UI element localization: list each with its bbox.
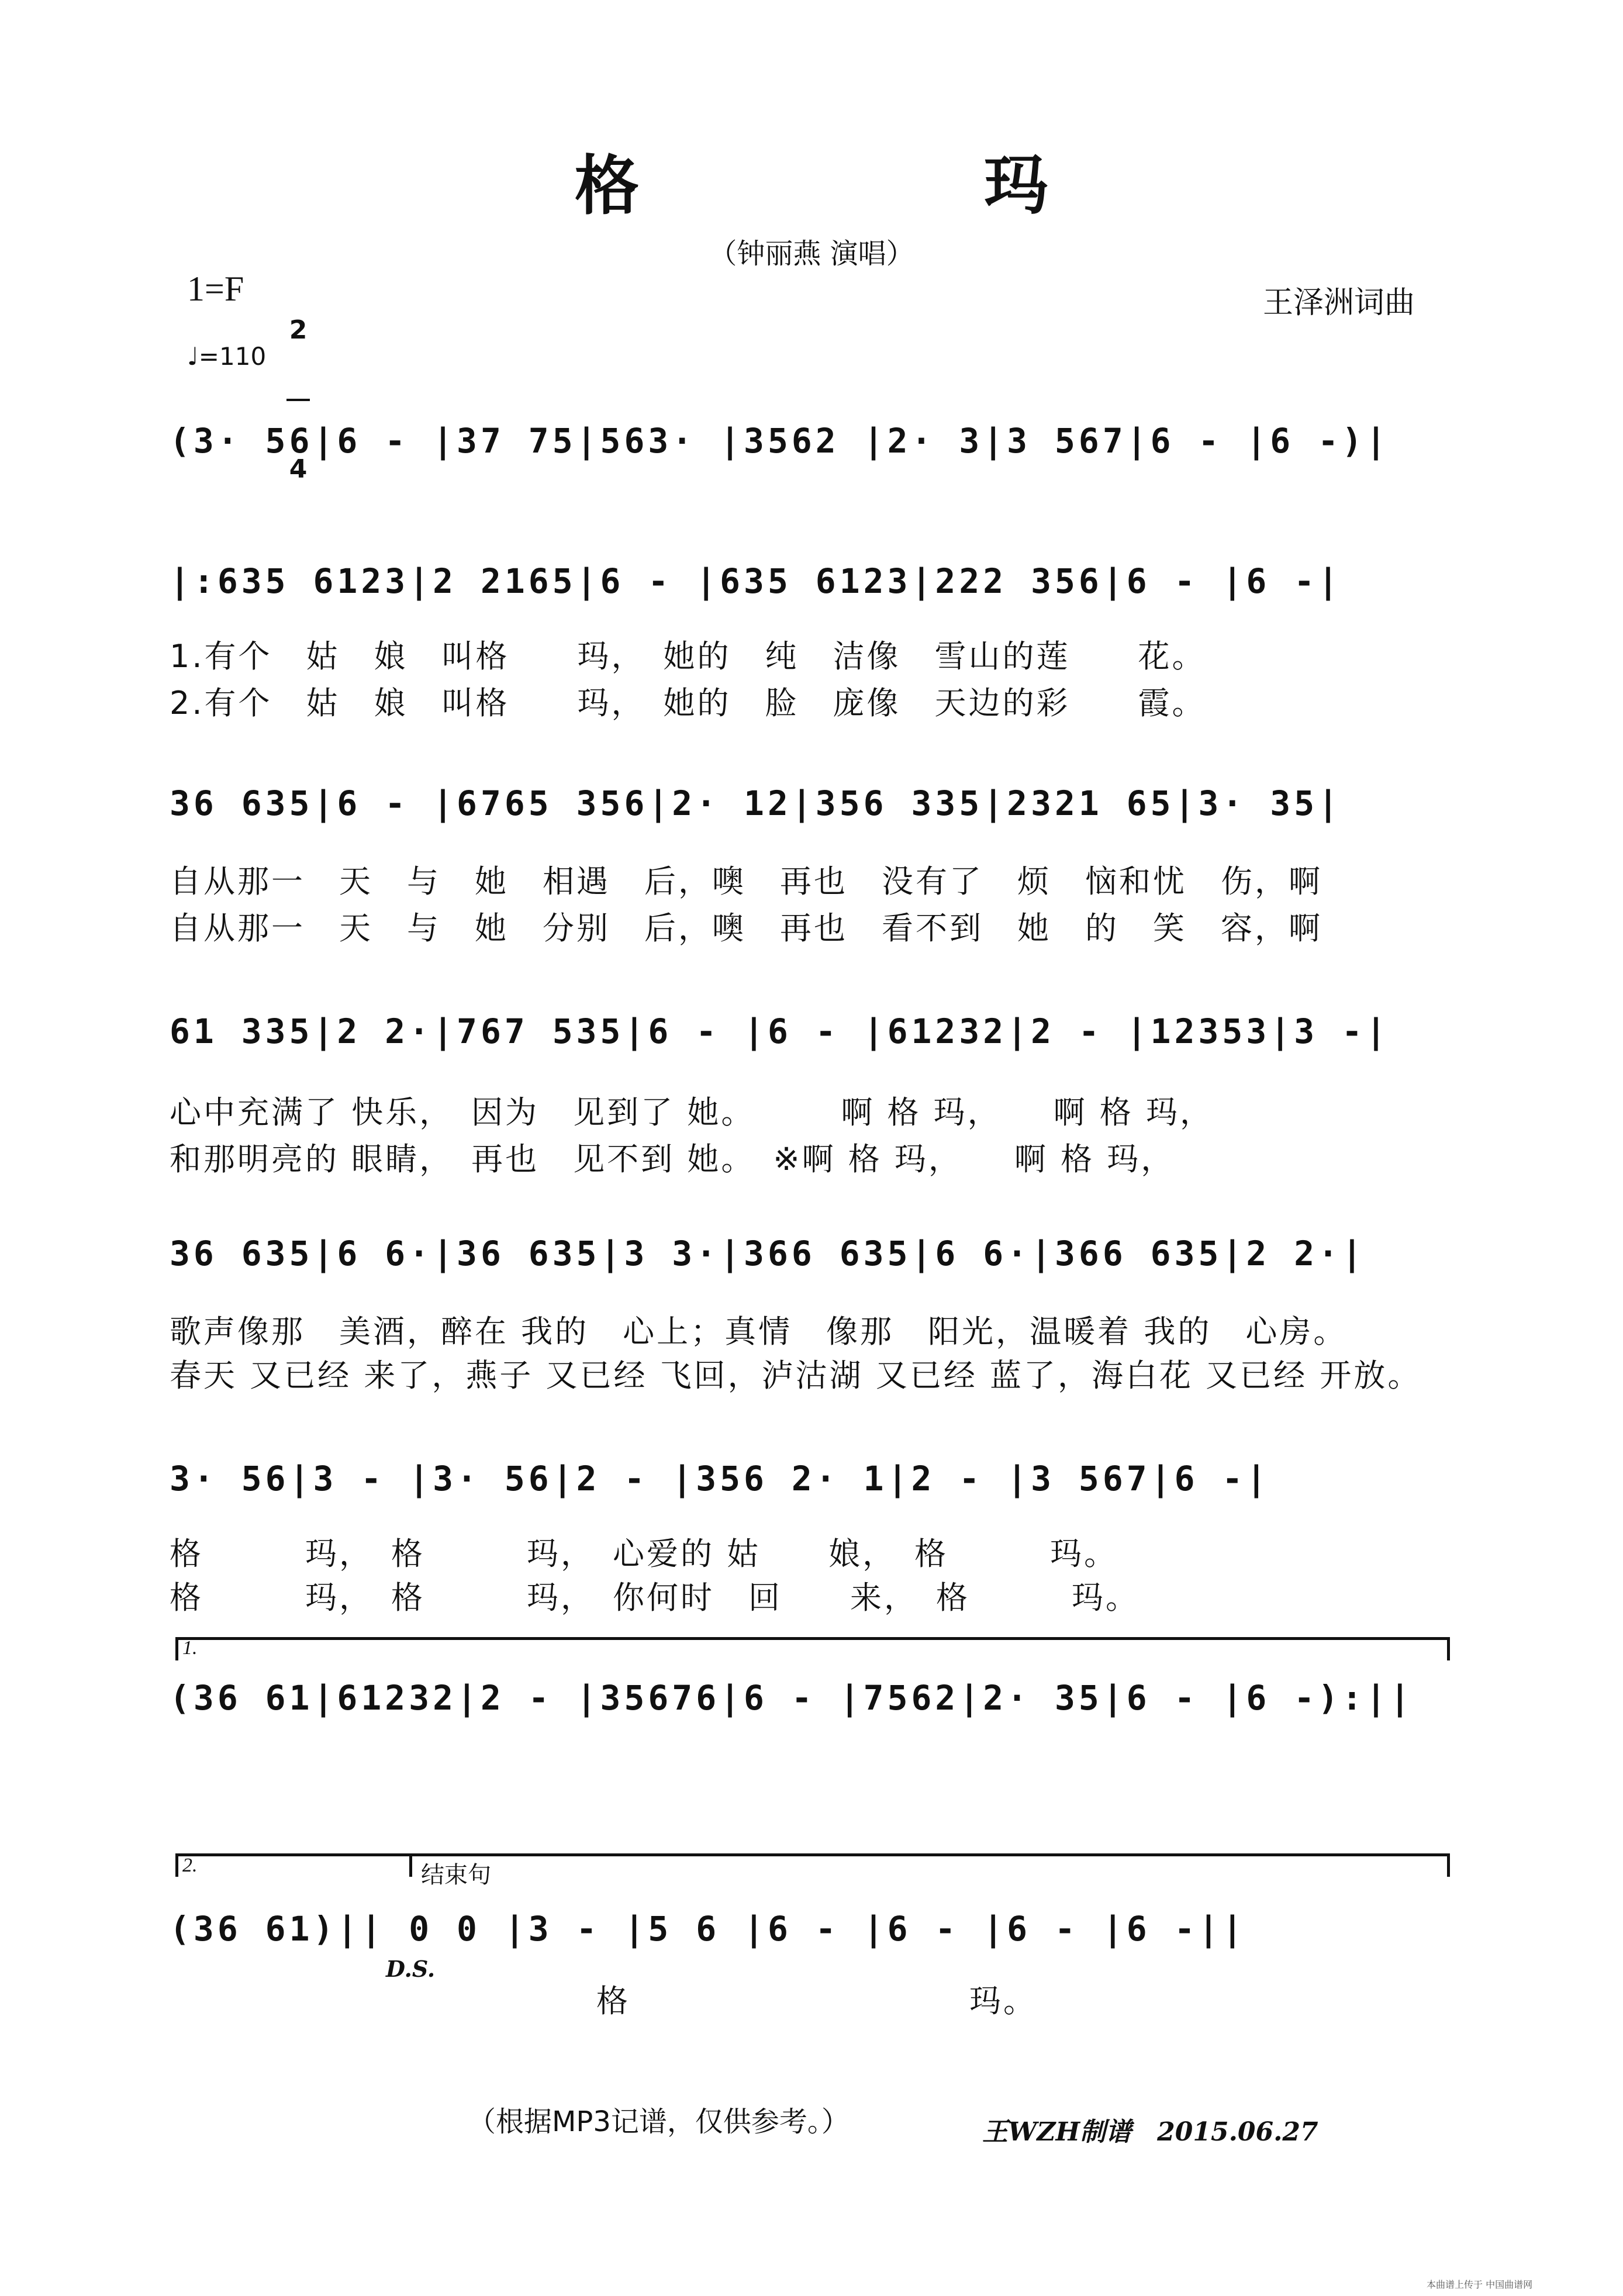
lyric-line: 1.有个 姑 娘 叫格 玛， 她的 纯 洁像 雪山的莲 花。 xyxy=(170,638,1206,675)
lyric-line: 春天 又已经 来了，燕子 又已经 飞回，泸沽湖 又已经 蓝了，海白花 又已经 开放。 xyxy=(170,1357,1422,1394)
lyric-line: 2.有个 姑 娘 叫格 玛， 她的 脸 庞像 天边的彩 霞。 xyxy=(170,685,1206,721)
volta-1-label: 1. xyxy=(182,1637,198,1659)
lyric-line: 心中充满了 快乐， 因为 见到了 她。 啊 格 玛， 啊 格 玛， xyxy=(170,1094,1214,1131)
time-signature-bottom: 4 xyxy=(289,454,308,484)
staff-line-2: |:635 6123|2 2165|6 - |635 6123|222 356|6 - |6 -| xyxy=(170,561,1342,601)
staff-line-7: (36 61|61232|2 - |35676|6 - |7562|2· 35|6 - |6 -):|| xyxy=(170,1678,1414,1718)
volta-bracket-2-left xyxy=(175,1853,178,1877)
staff-line-3: 36 635|6 - |6765 356|2· 12|356 335|2321 65|3· 35| xyxy=(170,783,1342,823)
time-signature-top: 2 xyxy=(289,315,308,345)
volta-bracket-2-right xyxy=(1447,1853,1450,1877)
lyric-line: 格 玛， 格 玛， 你何时 回 来， 格 玛。 xyxy=(170,1579,1139,1616)
tempo-marking: ♩=110 xyxy=(187,342,267,371)
lyric-line: 格 玛， 格 玛， 心爱的 姑 娘， 格 玛。 xyxy=(170,1535,1118,1572)
ending-bracket-divider xyxy=(409,1853,412,1877)
dal-segno-mark: D.S. xyxy=(386,1956,436,1982)
transcriber-signature: 王WZH制谱 2015.06.27 xyxy=(982,2117,1318,2147)
volta-bracket-1 xyxy=(175,1637,1450,1640)
staff-line-4: 61 335|2 2·|767 535|6 - |6 - |61232|2 - |12353|3 -| xyxy=(170,1011,1390,1051)
lyric-line: 和那明亮的 眼睛， 再也 见不到 她。 ※啊 格 玛， 啊 格 玛， xyxy=(170,1141,1175,1178)
volta-bracket-1-right xyxy=(1447,1637,1450,1660)
transcription-note: （根据MP3记谱，仅供参考。） xyxy=(468,2105,850,2138)
singer-credit: （钟丽燕 演唱） xyxy=(709,237,914,270)
staff-line-5: 36 635|6 6·|36 635|3 3·|366 635|6 6·|366 635|2 2·| xyxy=(170,1234,1366,1273)
lyric-line: 自从那一 天 与 她 相遇 后，噢 再也 没有了 烦 恼和忧 伤，啊 xyxy=(170,863,1322,900)
lyric-line: 格 玛。 xyxy=(596,1983,1037,2019)
staff-line-8: (36 61)|| 0 0 |3 - |5 6 |6 - |6 - |6 - |6 -|| xyxy=(170,1909,1246,1949)
time-signature xyxy=(286,263,310,510)
key-signature: 1=F xyxy=(187,270,244,308)
page-title: 格 玛 xyxy=(575,149,1189,223)
volta-bracket-2 xyxy=(175,1853,1450,1856)
composer-credit: 王泽洲词曲 xyxy=(1263,285,1415,320)
volta-2-label: 2. xyxy=(182,1855,198,1876)
lyric-line: 自从那一 天 与 她 分别 后，噢 再也 看不到 她 的 笑 容，啊 xyxy=(170,910,1322,947)
ending-phrase-label: 结束句 xyxy=(421,1862,491,1888)
lyric-line: 歌声像那 美酒，醉在 我的 心上；真情 像那 阳光，温暖着 我的 心房。 xyxy=(170,1313,1348,1350)
upload-note: 本曲谱上传于 中国曲谱网 xyxy=(1427,2279,1533,2290)
volta-bracket-1-left xyxy=(175,1637,178,1660)
staff-line-6: 3· 56|3 - |3· 56|2 - |356 2· 1|2 - |3 567|6 -| xyxy=(170,1459,1270,1499)
staff-line-1: (3· 56|6 - |37 75|563· |3562 |2· 3|3 567|6 - |6 -)| xyxy=(170,421,1390,461)
